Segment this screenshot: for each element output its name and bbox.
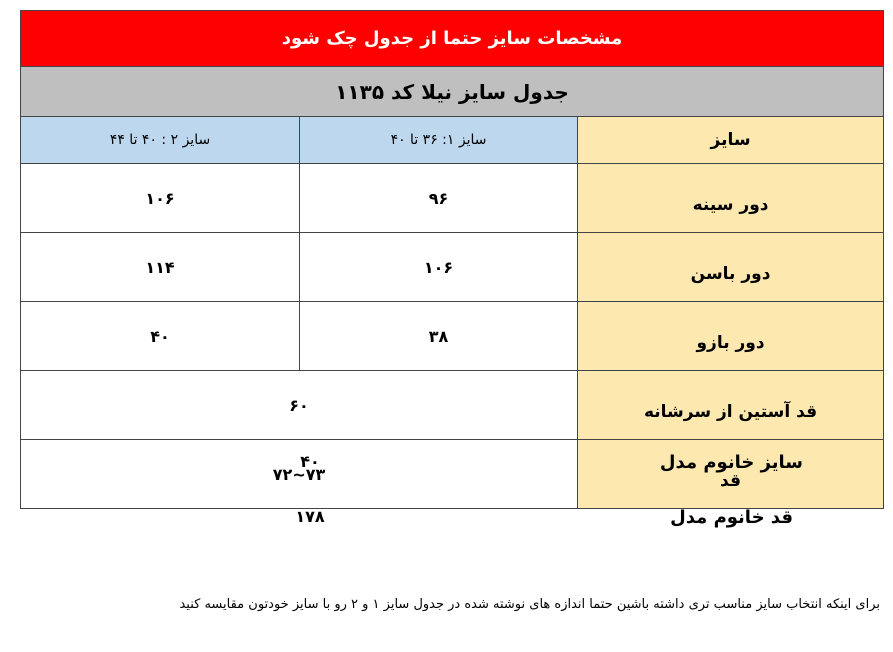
row-size1-value: ۱۰۶ bbox=[300, 233, 578, 302]
model-height-value: ۱۷۸ bbox=[295, 507, 325, 526]
table-row bbox=[21, 302, 884, 371]
table-row bbox=[21, 164, 884, 233]
size-chart-frame bbox=[20, 10, 883, 509]
row-label: دور بازو bbox=[578, 302, 884, 371]
table-subtitle: جدول سایز نیلا کد ۱۱۳۵ bbox=[21, 67, 884, 117]
subtitle-row bbox=[21, 67, 884, 117]
model-height-row bbox=[0, 507, 893, 537]
row-label: دور سینه bbox=[578, 164, 884, 233]
title-row bbox=[21, 11, 884, 67]
table-title: مشخصات سایز حتما از جدول چک شود bbox=[21, 11, 884, 67]
header-size1: سایز ۱: ۳۶ تا ۴۰ bbox=[300, 117, 578, 164]
model-size-label: سایز خانوم مدل bbox=[659, 452, 803, 473]
row-merged-value: ۷۳~۷۲ bbox=[21, 440, 578, 509]
row-size2-value: ۱۱۴ bbox=[21, 233, 300, 302]
size-note: برای اینکه انتخاب سایز مناسب تری داشته باشین حتما اندازه های نوشته شده در جدول سایز ۱ و ۲ رو با سایز خودتون مقایسه کنید bbox=[179, 597, 880, 612]
table-row bbox=[21, 233, 884, 302]
model-height-label: قد خانوم مدل bbox=[670, 507, 793, 528]
row-size1-value: ۹۶ bbox=[300, 164, 578, 233]
model-size-row bbox=[0, 452, 893, 482]
size-table bbox=[20, 10, 884, 509]
header-label: سایز bbox=[578, 117, 884, 164]
row-label: دور باسن bbox=[578, 233, 884, 302]
row-merged-value: ۶۰ bbox=[21, 371, 578, 440]
header-row bbox=[21, 117, 884, 164]
header-size2: سایز ۲ : ۴۰ تا ۴۴ bbox=[21, 117, 300, 164]
row-size2-value: ۱۰۶ bbox=[21, 164, 300, 233]
row-size1-value: ۳۸ bbox=[300, 302, 578, 371]
row-label: قد آستین از سرشانه bbox=[578, 371, 884, 440]
table-row bbox=[21, 371, 884, 440]
row-size2-value: ۴۰ bbox=[21, 302, 300, 371]
model-size-value: ۴۰ bbox=[300, 452, 320, 471]
row-label: قد bbox=[578, 440, 884, 509]
